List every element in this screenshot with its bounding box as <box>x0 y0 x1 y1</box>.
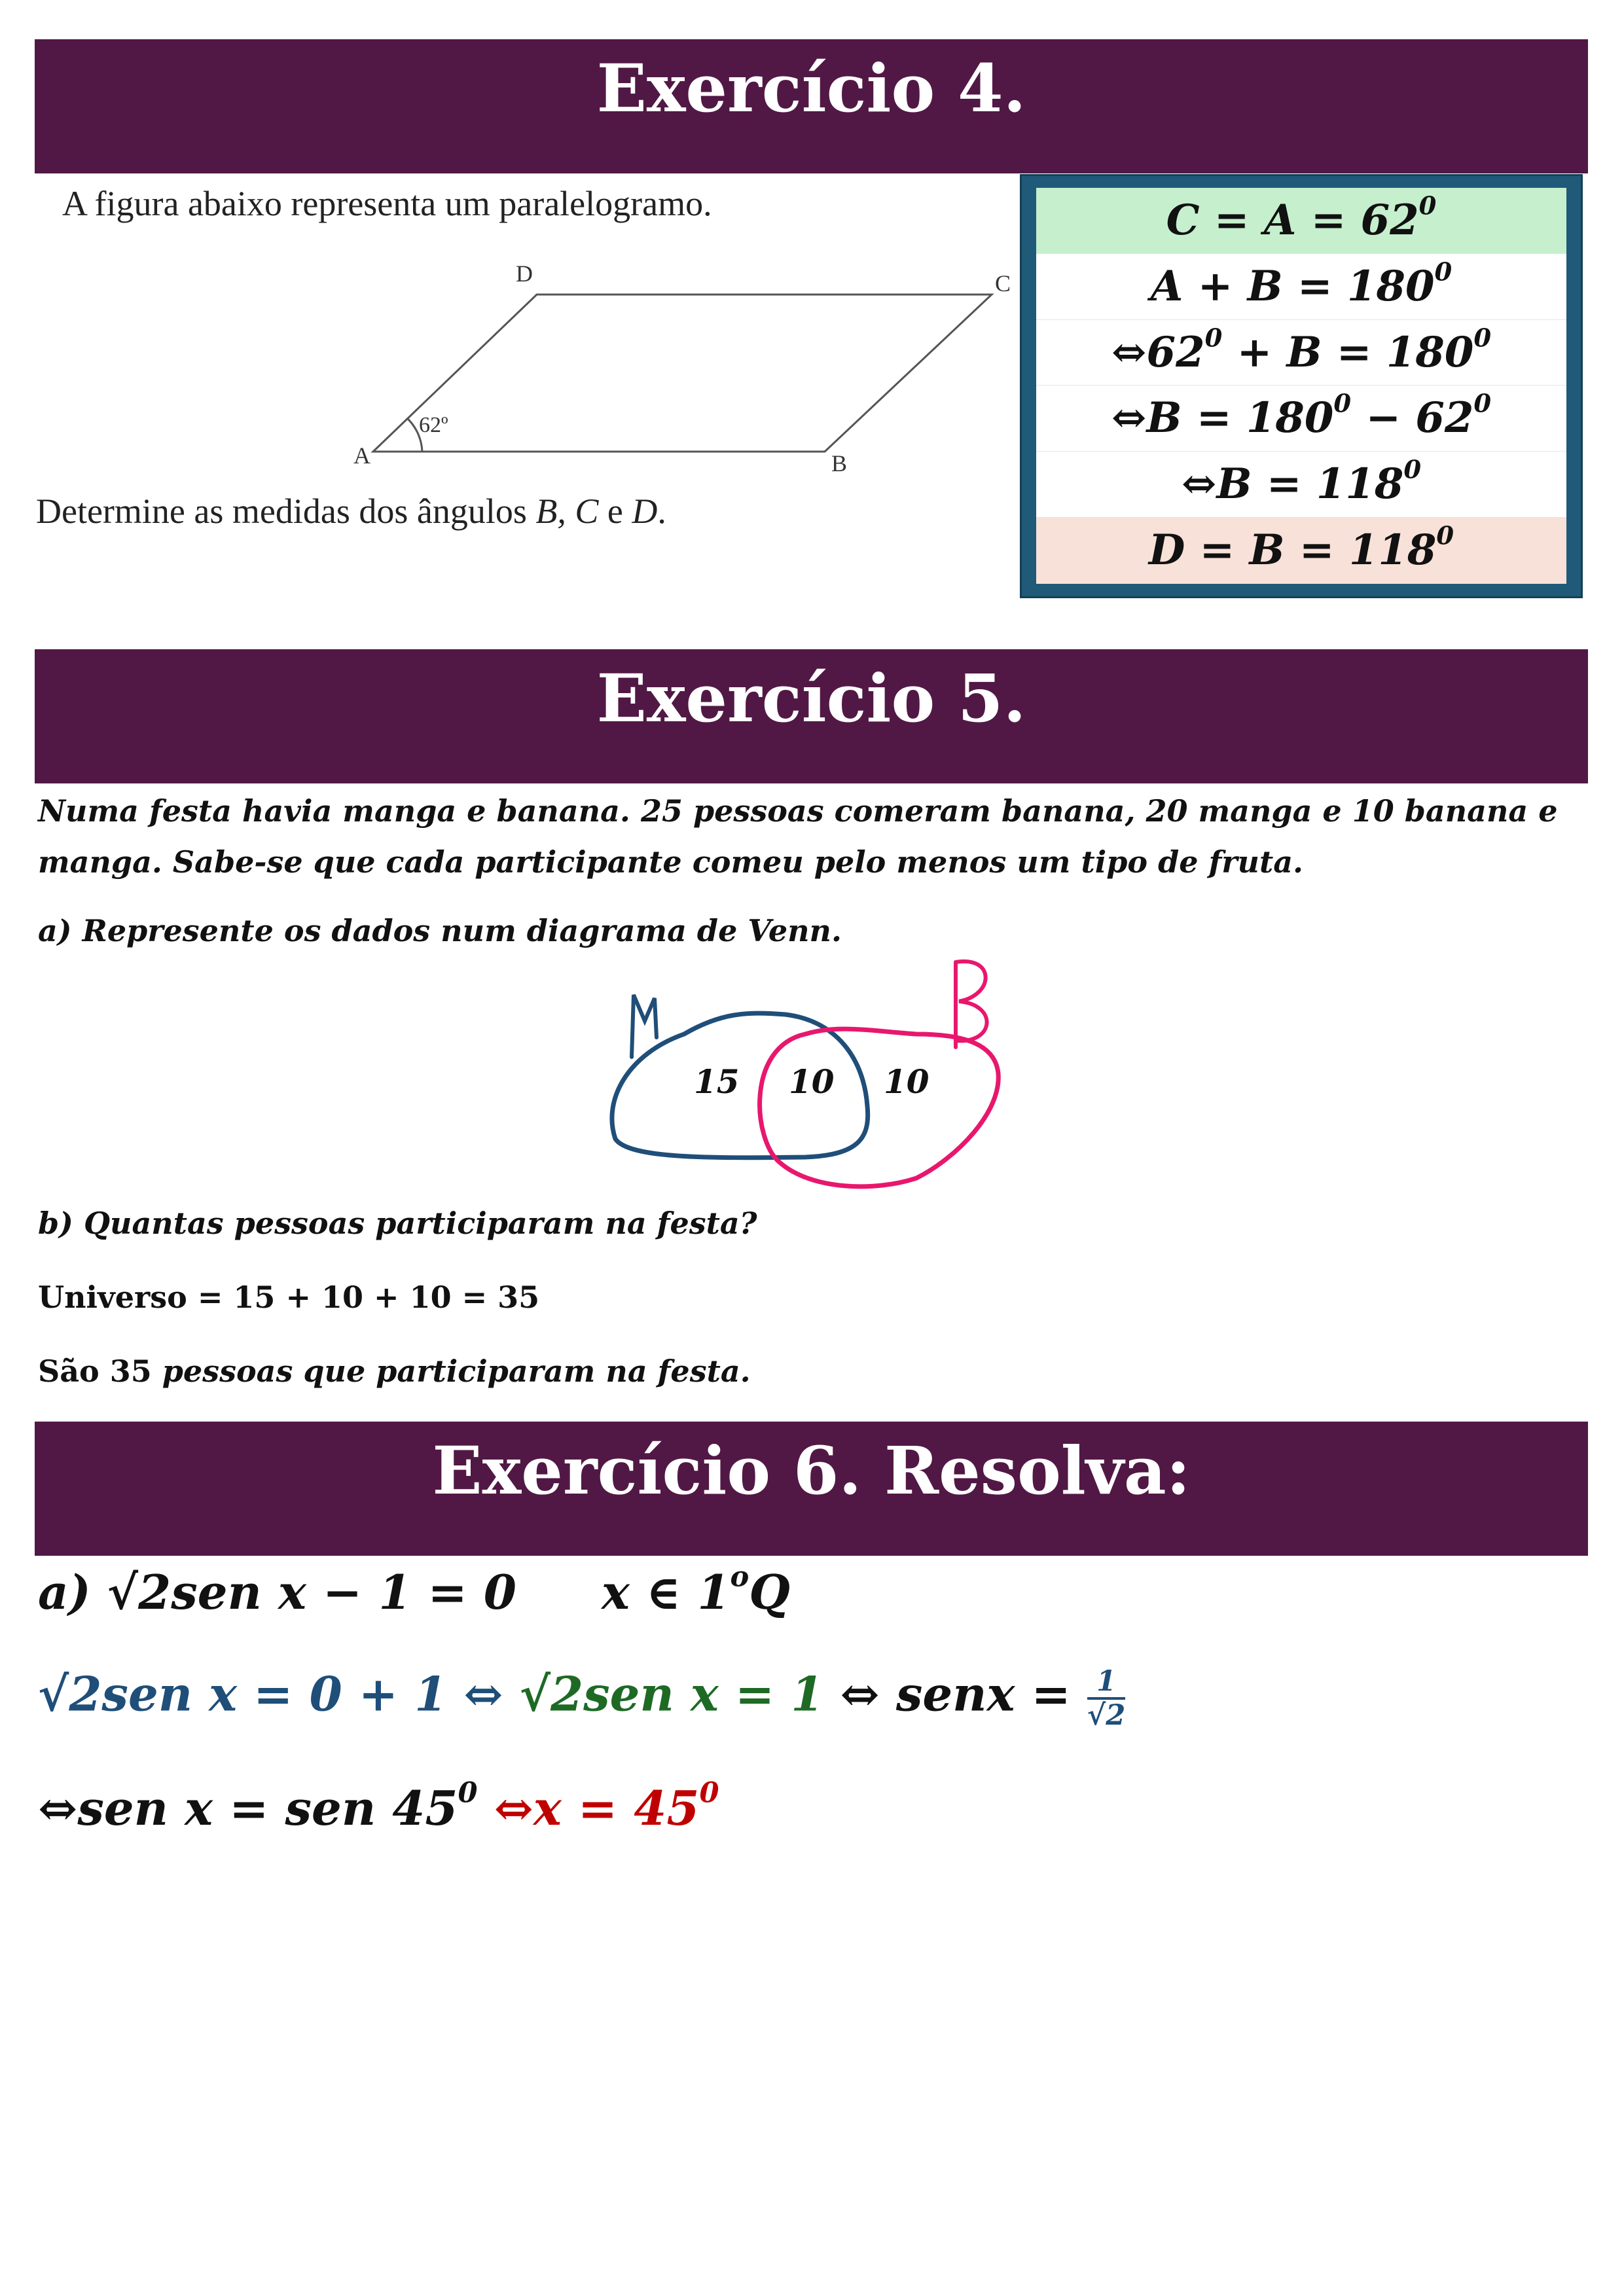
ex6-step-2 <box>38 1776 719 1836</box>
ex5-universe <box>38 1280 539 1315</box>
ex6-domain-sup: o <box>730 1560 749 1594</box>
exercise-5-title: Exercício 5. <box>35 649 1588 783</box>
ex5-statement: Numa festa havia manga e banana. 25 pessoas comeram banana, 20 manga e 10 banana e manga. Sabe-se que cada participante comeu pelo menos um tipo de fruta. <box>38 793 1558 880</box>
ex6-equation <box>38 1560 790 1620</box>
step1-part-a: √2sen x = 0 + 1 ⇔ <box>38 1666 520 1722</box>
venn-right-count: 10 <box>884 1062 929 1101</box>
ex4-question-var-d: D <box>632 492 658 531</box>
ex5-answer <box>38 1354 751 1389</box>
ex6-step-1 <box>38 1666 1125 1731</box>
ex6-domain-q: Q <box>749 1564 790 1620</box>
parallelogram-shape <box>373 295 992 452</box>
ex4-statement: A figura abaixo representa um paralelogramo. <box>62 184 712 223</box>
venn-middle-count: 10 <box>789 1062 835 1101</box>
step1-part-b: √2sen x = 1 <box>519 1666 824 1722</box>
solution-row-3: $\Leftrightarrow 62^0 + B = 180^0$ <box>1036 320 1566 386</box>
ex4-question <box>36 491 666 531</box>
venn-left-count: 15 <box>694 1062 740 1101</box>
ex5-part-a: a) Represente os dados num diagrama de Venn. <box>38 913 842 948</box>
solution-row-5: ⇔B = $118^0$ <box>1036 452 1566 518</box>
angle-label: 62º <box>419 413 448 437</box>
venn-label-b-handwritten <box>956 961 987 1047</box>
universe-label: Universo = <box>38 1280 234 1315</box>
solution-row-1: $C = A = 62^0$ <box>1036 188 1566 254</box>
ex4-question-vars: B, C <box>535 492 599 531</box>
solution-row-6: $D = B = 118^0$ <box>1036 518 1566 584</box>
exercise-4-title: Exercício 4. <box>35 39 1588 173</box>
ex5-part-b: b) Quantas pessoas participaram na festa? <box>38 1206 757 1241</box>
venn-set-b <box>760 1029 999 1187</box>
ex4-question-text: Determine as medidas dos ângulos <box>36 492 536 531</box>
ex4-question-end: . <box>657 492 666 531</box>
answer-bold: São 35 <box>38 1354 162 1389</box>
parallelogram-figure <box>327 255 1021 478</box>
answer-italic: pessoas que participaram na festa. <box>162 1354 751 1389</box>
ex4-question-and: e <box>598 492 632 531</box>
solution-row-2: $A + B = 180^0$ <box>1036 254 1566 320</box>
step2-result: ⇔x = $45^0$ <box>477 1776 719 1836</box>
step2-part-a: ⇔sen x = sen 45 <box>38 1780 458 1836</box>
ex4-solution-box <box>1020 174 1583 598</box>
ex6-domain: x ∈ 1 <box>602 1564 731 1620</box>
ex4-solution-table <box>1036 188 1566 584</box>
fraction-numerator: 1 <box>1087 1666 1125 1700</box>
universe-expression: 15 + 10 + 10 = 35 <box>233 1280 540 1315</box>
exercise-6-title: Exercício 6. Resolva: <box>35 1422 1588 1556</box>
fraction-denominator: √2 <box>1087 1698 1126 1732</box>
step1-part-c: ⇔ senx = <box>823 1666 1087 1722</box>
step2-sup: 0 <box>458 1776 478 1810</box>
vertex-b: B <box>831 450 848 476</box>
venn-diagram <box>589 942 1047 1204</box>
vertex-c: C <box>995 270 1011 296</box>
solution-row-4: ⇔B = $180^0 - 62^0$ <box>1036 386 1566 452</box>
step1-fraction <box>1087 1666 1125 1731</box>
vertex-d: D <box>516 260 533 287</box>
vertex-a: A <box>353 442 370 469</box>
ex6-equation-text: a) √2sen x − 1 = 0 <box>38 1564 517 1620</box>
